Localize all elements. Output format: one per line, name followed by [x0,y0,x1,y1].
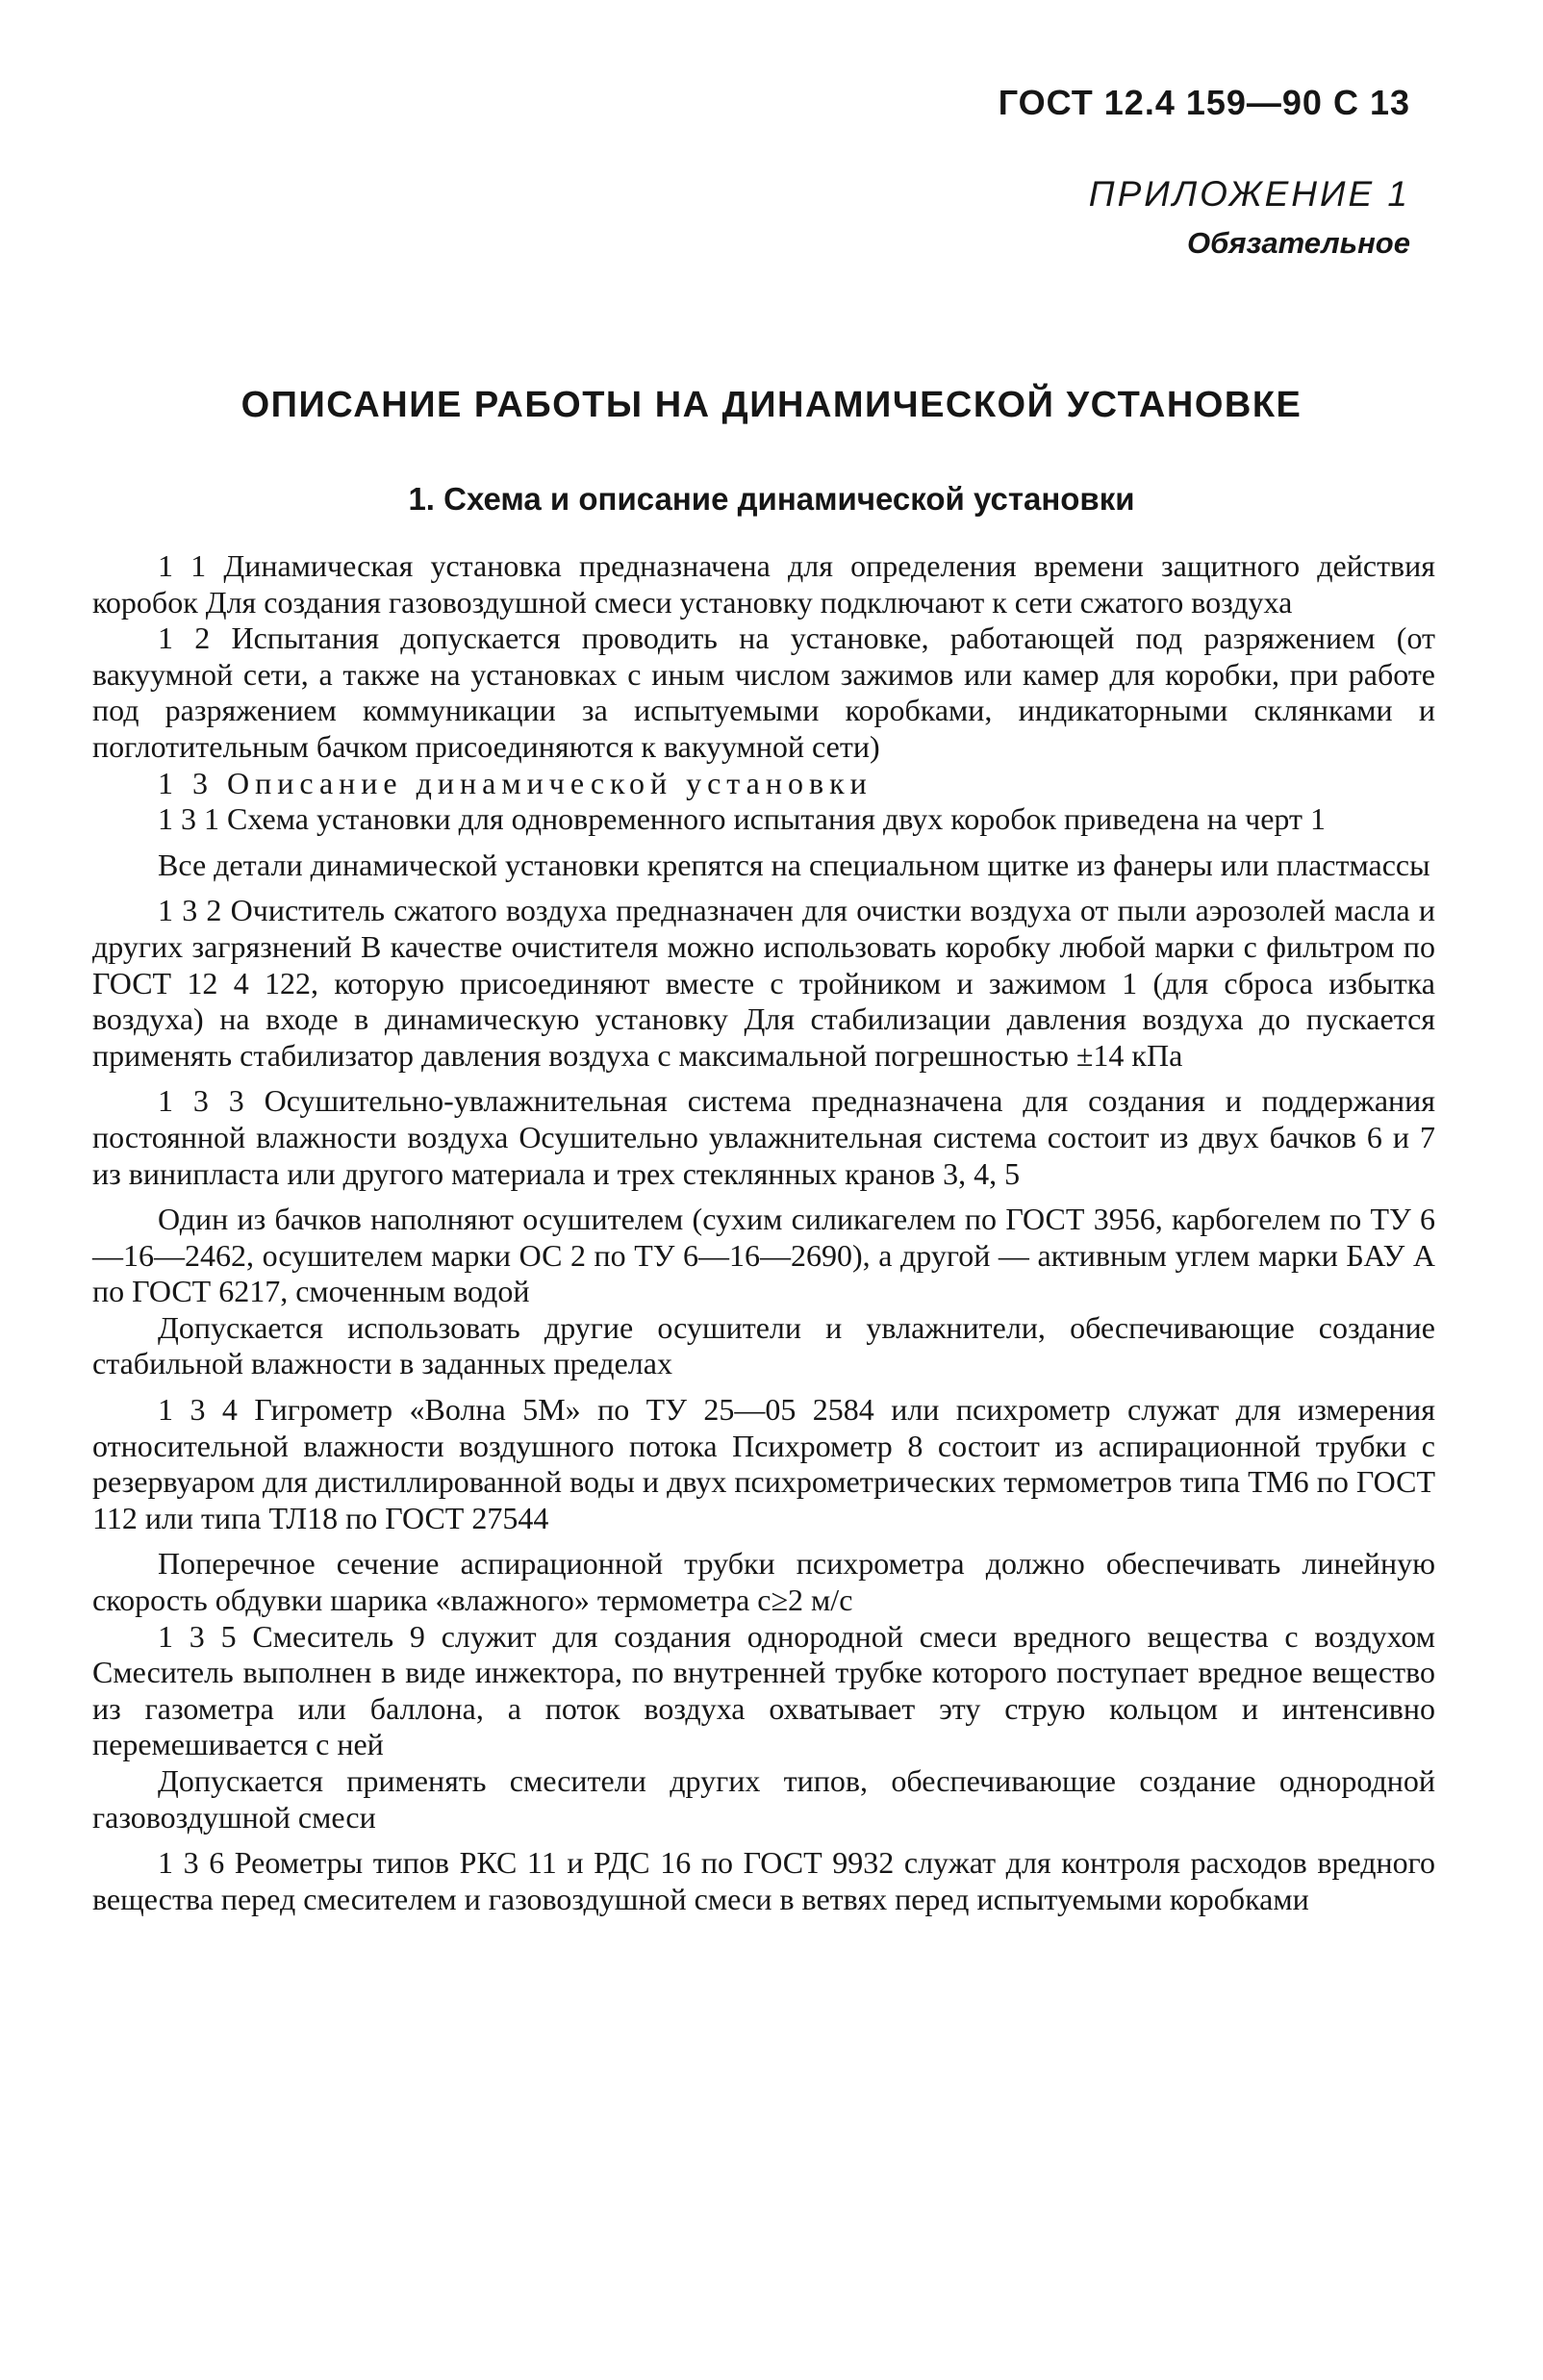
paragraph-1-3-4: 1 3 4 Гигрометр «Волна 5М» по ТУ 25—05 2584 или психрометр служат для измерения относительной влажности воздушного потока Психрометр 8 состоит из аспирационной трубки с резервуаром для дистиллированной воды и двух психрометрических термометров типа ТМ6 по ГОСТ 112 или типа ТЛ18 по ГОСТ 27544 [92,1392,1435,1535]
standard-header: ГОСТ 12.4 159—90 С 13 [998,83,1410,122]
appendix-label [1089,169,1410,267]
paragraph-1-3-1: 1 3 1 Схема установки для одновременного испытания двух коробок приведена на черт 1 [158,801,1326,837]
document-title: ОПИСАНИЕ РАБОТЫ НА ДИНАМИЧЕСКОЙ УСТАНОВКЕ [240,385,1303,425]
paragraph-1-3-2: 1 3 2 Очиститель сжатого воздуха предназначен для очистки воздуха от пыли аэрозолей масла и других загрязнений В качестве очистителя можно использовать коробку любой марки с фильтром по ГОСТ 12 4 122, которую присоединяют вместе с тройником и зажимом 1 (для сброса избытка воздуха) на входе в динамическую установку Для стабилизации давления воздуха до пускается применять стабилизатор давления воздуха с максимальной погрешностью ±14 кПа [92,893,1435,1073]
paragraph-other-dryers: Допускается использовать другие осушители и увлажнители, обеспечивающие создание стабильной влажности в заданных пределах [92,1309,1435,1381]
paragraph-1-3-6: 1 3 6 Реометры типов РКС 11 и РДС 16 по ГОСТ 9932 служат для контроля расходов вредного вещества перед смесителем и газовоздушной смеси в ветвях перед испытуемыми коробками [92,1845,1435,1916]
section-title: 1. Схема и описание динамической установки [408,481,1135,517]
paragraph-dryer-fill: Один из бачков наполняют осушителем (сухим силикагелем по ГОСТ 3956, карбогелем по ТУ 6—16—2462, осушителем марки ОС 2 по ТУ 6—16—2690), а другой — активным углем марки БАУ А по ГОСТ 6217, смоченным водой [92,1202,1435,1309]
paragraph-1-3-5: 1 3 5 Смеситель 9 служит для создания однородной смеси вредного вещества с воздухом Смеситель выполнен в виде инжектора, по внутренней трубке которого поступает вредное вещество из газометра или баллона, а поток воздуха охватывает эту струю кольцом и интенсивно перемешивается с ней [92,1618,1435,1762]
paragraph-1-3-3: 1 3 3 Осушительно-увлажнительная система предназначена для создания и поддержания постоянной влажности воздуха Осушительно увлажнительная система состоит из двух бачков 6 и 7 из винипласта или другого материала и трех стеклянных кранов 3, 4, 5 [92,1083,1435,1191]
paragraph-1-1: 1 1 Динамическая установка предназначена для определения времени защитного действия коробок Для создания газовоздушной смеси установку подключают к сети сжатого воздуха [92,548,1435,620]
paragraph-cross-section: Поперечное сечение аспирационной трубки психрометра должно обеспечивать линейную скорость обдувки шарика «влажного» термометра с≥2 м/с [92,1546,1435,1618]
subsection-heading-1-3: 1 3 Описание динамической установки [158,765,873,800]
paragraph-1-2: 1 2 Испытания допускается проводить на установке, работающей под разряжением (от вакуумной сети, а также на установках с иным числом зажимов или камер для коробки, при работе под разряжением коммуникации за испытуемыми коробками, индикаторными склянками и поглотительным бачком присоединяются к вакуумной сети) [92,620,1435,764]
paragraph-other-mixers: Допускается применять смесители других типов, обеспечивающие создание однородной газовоздушной смеси [92,1763,1435,1835]
document-body [92,548,1435,1917]
paragraph-mounting: Все детали динамической установки крепятся на специальном щитке из фанеры или пластмассы [158,847,1430,882]
appendix-subtitle: Обязательное [1187,226,1410,260]
appendix-title: ПРИЛОЖЕНИЕ 1 [1088,174,1410,214]
